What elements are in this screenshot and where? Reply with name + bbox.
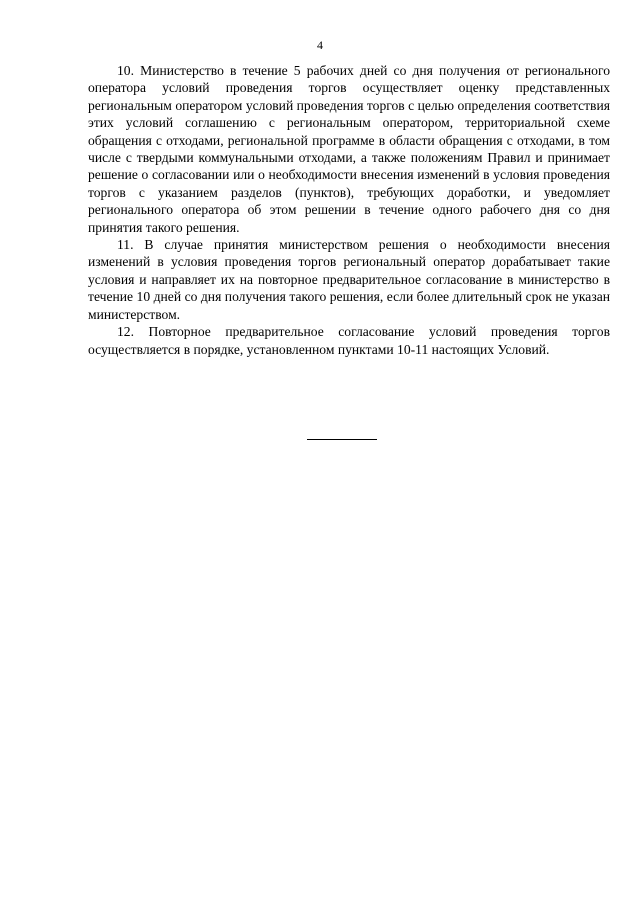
- paragraph-12: 12. Повторное предварительное согласование условий проведения торгов осуществляется в порядке, установленном пунктами 10-11 настоящих Условий.: [88, 324, 610, 357]
- end-divider-line: [307, 439, 377, 440]
- paragraph-11: 11. В случае принятия министерством решения о необходимости внесения изменений в условия проведения торгов региональный оператор дорабатывает такие условия и направляет их на повторное предварительное согласование в министерство в течение 10 дней со дня получения такого решения, если более длительный срок не указан министерством.: [88, 237, 610, 322]
- paragraph-10: 10. Министерство в течение 5 рабочих дней со дня получения от регионального оператора условий проведения торгов осуществляет оценку представленных региональным оператором условий проведения торгов с целью определения соответствия этих условий соглашению с региональным оператором, территориальной схеме обращения с отходами, региональной программе в области обращения с отходами, в том числе с твердыми коммунальными отходами, а также положениям Правил и принимает решение о согласовании или о необходимости внесения изменений в условия проведения торгов с указанием разделов (пунктов), требующих доработки, и уведомляет регионального оператора об этом решении в течение одного рабочего дня со дня принятия такого решения.: [88, 63, 610, 235]
- document-body: [88, 62, 610, 358]
- page-number: 4: [317, 38, 323, 52]
